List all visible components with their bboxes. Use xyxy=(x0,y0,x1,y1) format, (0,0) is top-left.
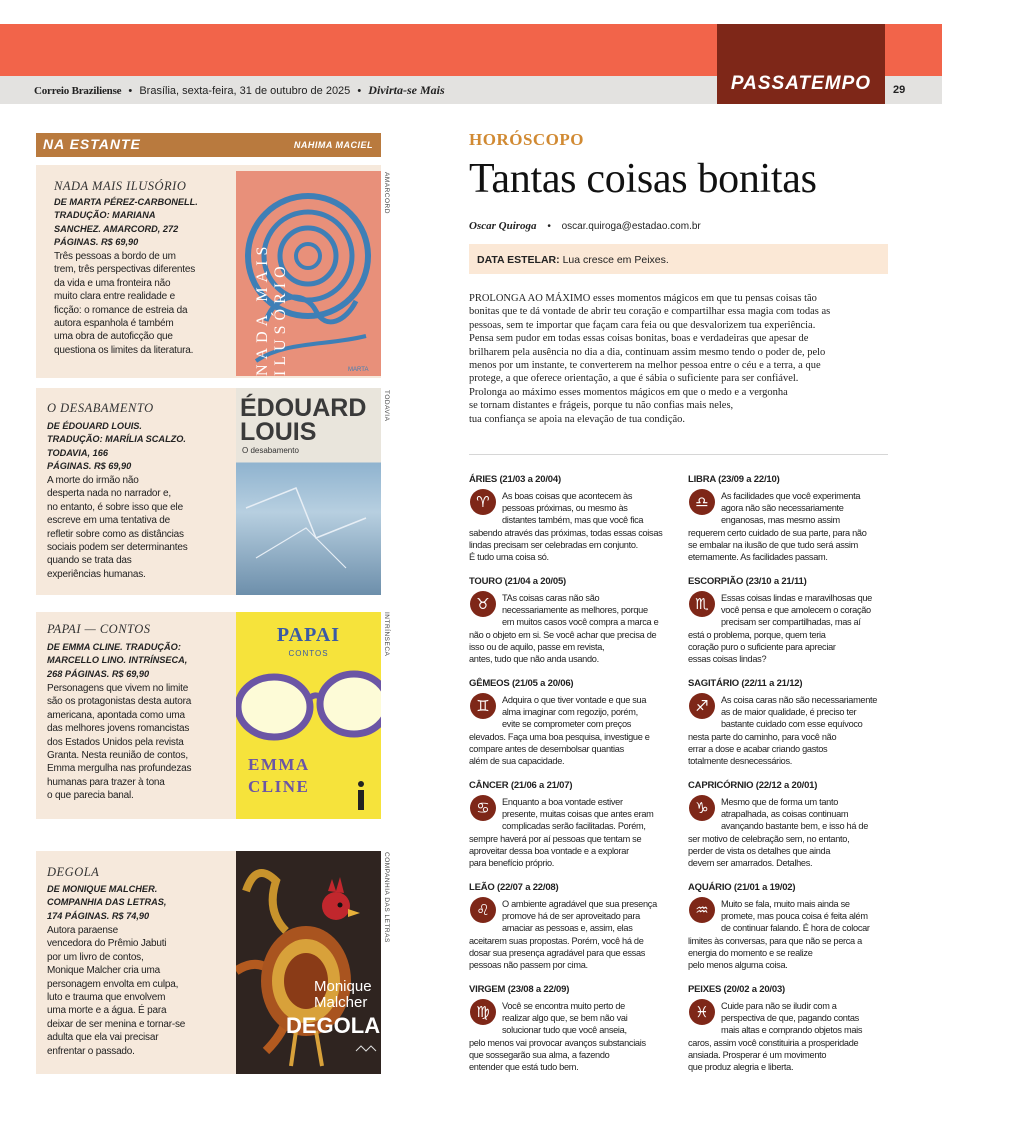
sign-text-line: totalmente desnecessários. xyxy=(688,756,793,767)
sign-text-line: se embalar na ilusão de que tudo será assim xyxy=(688,539,858,550)
sign-text-line: perspectiva de que, pagando contas xyxy=(721,1013,859,1024)
book-meta-line: PÁGINAS. R$ 69,90 xyxy=(47,461,132,472)
book-desc-line: das melhores jovens romancistas xyxy=(47,723,190,735)
sign-text-line: em muitos casos você compra a marca e xyxy=(502,617,659,628)
book-title: NADA MAIS ILUSÓRIO xyxy=(54,179,187,193)
data-estelar-value: Lua cresce em Peixes. xyxy=(562,254,669,266)
sign-text xyxy=(469,898,669,971)
publisher-credit: INTRÍNSECA xyxy=(383,612,390,657)
sign-text-line: não o objeto em si. Se você achar que precisa de xyxy=(469,629,657,640)
supplement-name: Divirta-se Mais xyxy=(368,83,445,97)
sign-title: ÁRIES (21/03 a 20/04) xyxy=(469,474,561,485)
sign-text-line: nesta parte do caminho, para você não xyxy=(688,731,837,742)
sign-text-line: eternamente. As facilidades passam. xyxy=(688,552,828,563)
sign-text-line: Adquira o que tiver vontade e que sua xyxy=(502,695,647,705)
headline: Tantas coisas bonitas xyxy=(469,156,817,202)
book-desc-line: humanas para trazer à tona xyxy=(47,776,165,788)
book-desc-line: experiências humanas. xyxy=(47,568,146,580)
book-title: PAPAI — CONTOS xyxy=(47,622,151,636)
zodiac-glyph: ♒ xyxy=(695,901,709,919)
book-desc-line: Autora paraense xyxy=(47,925,118,936)
rooster-icon xyxy=(236,851,381,1074)
book-desc-line: ficção: o romance de estreia da xyxy=(54,304,188,316)
book-desc-line: enfrentar o passado. xyxy=(47,1045,135,1057)
book-description xyxy=(47,924,232,1058)
sign-title: SAGITÁRIO (22/11 a 21/12) xyxy=(688,678,803,689)
sign-text-line: As coisa caras não são necessariamente xyxy=(721,695,878,705)
zodiac-glyph: ♎ xyxy=(695,493,709,511)
sign-block xyxy=(688,780,888,880)
zodiac-glyph: ♌ xyxy=(476,901,490,919)
book-meta-line: PÁGINAS. R$ 69,90 xyxy=(54,237,139,248)
sign-text-line: ser motivo de celebração sem, no entanto, xyxy=(688,833,850,844)
book-desc-line: o que parecia banal. xyxy=(47,790,134,802)
book-meta-line: TODAVIA, 166 xyxy=(47,447,108,458)
cover-author xyxy=(314,979,372,1011)
sign-text-line: sempre haverá por aí pessoas que tentam se xyxy=(469,833,642,844)
sign-text-line: ansiada. Prosperar é um movimento xyxy=(688,1049,827,1060)
book-cover-image xyxy=(236,851,381,1074)
cover-author-line: CLINE xyxy=(248,777,310,796)
intro-text xyxy=(469,292,894,426)
publisher-credit: COMPANHIA DAS LETRAS xyxy=(383,852,390,943)
intro-line: Prolonga ao máximo esses momentos mágicos em que o medo e a vergonha xyxy=(469,386,788,398)
sign-text-line: você pensa e que amolecem o coração xyxy=(721,605,871,616)
sign-text-line: requerem certo cuidado de sua parte, para não xyxy=(688,527,867,538)
zodiac-glyph: ♉ xyxy=(476,595,490,613)
intro-line: Pensa sem pudor em todas essas coisas bonitas, boas e verdadeiras que apesar de xyxy=(469,333,809,345)
sign-block xyxy=(688,474,888,574)
book-desc-line: sociais podem ser determinantes xyxy=(47,542,188,554)
sign-block xyxy=(688,984,888,1084)
book-description xyxy=(54,250,226,357)
sign-block xyxy=(469,984,669,1084)
sign-title: CAPRICÓRNIO (22/12 a 20/01) xyxy=(688,780,818,791)
sign-text-line: está o problema, porque, quem teria xyxy=(688,629,826,640)
sign-text xyxy=(688,592,888,665)
book-desc-line: Granta. Nesta reunião de contos, xyxy=(47,750,188,762)
sign-text-line: elevados. Faça uma boa pesquisa, investigue e xyxy=(469,731,650,742)
book-desc-line: Três pessoas a bordo de um xyxy=(54,251,176,262)
sign-block xyxy=(688,882,888,982)
sign-title: VIRGEM (23/08 a 22/09) xyxy=(469,984,570,995)
sign-text-line: devem ser amarrados. Detalhes. xyxy=(688,858,813,869)
book-meta xyxy=(54,196,219,250)
sign-text-line: promete, mas pouca coisa é feita além xyxy=(721,911,868,922)
book-desc-line: A morte do irmão não xyxy=(47,475,139,486)
zodiac-glyph: ♏ xyxy=(695,595,709,613)
sign-text xyxy=(688,490,888,563)
sign-title: LIBRA (23/09 a 22/10) xyxy=(688,474,780,485)
sign-text-line: agora não são necessariamente xyxy=(721,503,844,514)
book-desc-line: desperta nada no narrador e, xyxy=(47,488,171,500)
sign-text-line: caros, assim você constituiria a prosperidade xyxy=(688,1037,859,1048)
book-desc-line: muito clara entre realidade e xyxy=(54,291,175,303)
book-desc-line: Monique Malcher cria uma xyxy=(47,965,161,977)
sign-text-line: É tudo uma coisa só. xyxy=(469,552,549,563)
book-meta-line: MARCELLO LINO. INTRÍNSECA, xyxy=(47,655,188,666)
sign-text-line: limites às conversas, para que não se perca a xyxy=(688,935,862,946)
estante-author: NAHIMA MACIEL xyxy=(293,140,373,150)
zodiac-glyph: ♐ xyxy=(695,697,709,715)
sign-text-line: que sossegarão sua alma, a fazendo xyxy=(469,1049,610,1060)
sign-text xyxy=(469,694,669,767)
edition-date: Brasília, sexta-feira, 31 de outubro de 2025 xyxy=(139,85,351,97)
book-desc-line: escreve em uma tentativa de xyxy=(47,515,170,527)
sign-block xyxy=(469,882,669,982)
book-description xyxy=(47,474,227,581)
book-meta-line: TRADUÇÃO: MARÍLIA SCALZO. xyxy=(47,434,186,445)
sign-text-line: solucionar tudo que você anseia, xyxy=(502,1025,627,1036)
sign-block xyxy=(469,474,669,574)
sign-text-line: promove há de ser aproveitado para xyxy=(502,911,640,922)
book-meta-line: DE MONIQUE MALCHER. xyxy=(47,884,158,894)
divider xyxy=(469,454,888,455)
sign-text-line: dosar sua presença agradável para que essas xyxy=(469,947,646,958)
sign-title: PEIXES (20/02 a 20/03) xyxy=(688,984,785,995)
sign-text-line: pessoas não passem por cima. xyxy=(469,960,588,971)
intro-line: PROLONGA AO MÁXIMO esses momentos mágicos em que tu pensas coisas tão xyxy=(469,293,817,304)
sign-text xyxy=(688,898,888,971)
cover-title-text: NADA MAIS ILUSÓRIO xyxy=(254,241,289,376)
sign-text-line: pelo menos alguma coisa. xyxy=(688,960,788,971)
sign-title: CÂNCER (21/06 a 21/07) xyxy=(469,780,573,791)
book-desc-line: Emma mergulha nas profundezas xyxy=(47,763,192,775)
book-desc-line: no entanto, é sobre isso que ele xyxy=(47,501,183,513)
intro-line: se tornam distantes e frágeis, porque tu não confias mais neles, xyxy=(469,400,734,412)
intro-line: tua confiança se apoia na elevação de tua condição. xyxy=(469,413,686,425)
sign-text-line: aproveitar dessa boa vontade e a explorar xyxy=(469,845,629,856)
book-description xyxy=(47,682,232,803)
book-meta-line: COMPANHIA DAS LETRAS, xyxy=(47,897,167,908)
book-desc-line: uma obra de autoficção que xyxy=(54,331,173,343)
intro-line: menos por um instante, te converterem na melhor pessoa entre o céu e a terra, a que xyxy=(469,360,821,372)
sign-text-line: Mesmo que de forma um tanto xyxy=(721,797,839,807)
book-meta-line: DE EMMA CLINE. TRADUÇÃO: xyxy=(47,642,181,652)
sign-text-line: distantes também, mas que você fica xyxy=(502,515,644,526)
book-desc-line: vencedora do Prêmio Jabuti xyxy=(47,938,167,950)
intro-line: pessoas, sem te importar que façam cara feia ou que desvalorizem tua experiência. xyxy=(469,319,816,331)
book-desc-line: americana, apontada como uma xyxy=(47,709,185,721)
separator-dot: • xyxy=(547,221,551,232)
sign-block xyxy=(469,780,669,880)
sign-text-line: as de maior qualidade, é preciso ter xyxy=(721,707,857,718)
book-desc-line: deixar de ser menina e tornar-se xyxy=(47,1018,186,1030)
intro-line: bonitas que te dá vontade de abrir teu coração e compartilhar essa magia com todas as xyxy=(469,306,831,318)
data-estelar xyxy=(477,254,669,266)
sign-text xyxy=(469,1000,669,1073)
sign-text-line: presente, muitas coisas que antes eram xyxy=(502,809,654,820)
sign-text xyxy=(688,1000,888,1073)
separator-dot: • xyxy=(128,85,133,97)
cover-subtitle: CONTOS xyxy=(288,649,329,658)
cover-art xyxy=(236,388,381,595)
cover-author xyxy=(248,754,310,798)
estante-title: NA ESTANTE xyxy=(43,136,141,152)
book-desc-line: personagem envolta em culpa, xyxy=(47,978,179,990)
zodiac-glyph: ♑ xyxy=(695,799,709,817)
data-estelar-label: DATA ESTELAR: xyxy=(477,254,560,266)
sign-text-line: amaciar as pessoas e, assim, elas xyxy=(502,923,633,934)
book-cover-image xyxy=(236,612,381,819)
sign-text-line: O ambiente agradável que sua presença xyxy=(502,899,657,909)
author-name: Oscar Quiroga xyxy=(469,220,537,232)
sign-text-line: isso ou de aquilo, passe em revista, xyxy=(469,641,605,652)
sign-title: AQUÁRIO (21/01 a 19/02) xyxy=(688,882,796,893)
svg-text:MARTA: MARTA xyxy=(348,367,369,373)
sign-title: TOURO (21/04 a 20/05) xyxy=(469,576,567,587)
sign-block xyxy=(688,576,888,676)
cover-title: PAPAI xyxy=(276,624,341,646)
book-meta-line: DE MARTA PÉREZ-CARBONELL. xyxy=(54,197,198,207)
book-desc-line: por um livro de contos, xyxy=(47,951,144,963)
sign-block xyxy=(469,678,669,778)
book-desc-line: dos Estados Unidos pela revista xyxy=(47,736,184,748)
sign-text-line: pelo menos vai provocar avanços substanciais xyxy=(469,1037,646,1048)
zodiac-glyph: ♓ xyxy=(695,1003,709,1021)
publisher-credit: AMARCORD xyxy=(383,172,390,214)
zodiac-glyph: ♈ xyxy=(476,493,490,511)
sign-text-line: lindas precisam ser celebradas em conjunto. xyxy=(469,539,638,550)
book-desc-line: quando se trata das xyxy=(47,555,132,567)
zodiac-glyph: ♍ xyxy=(476,1003,490,1021)
estante-header xyxy=(36,133,381,157)
sign-text-line: mais altas e comprando objetos mais xyxy=(721,1025,863,1036)
book-desc-line: luto e trauma que envolvem xyxy=(47,992,166,1004)
sign-title: LEÃO (22/07 a 22/08) xyxy=(469,882,559,893)
book-desc-line: uma morte e a água. É para xyxy=(47,1005,167,1017)
sign-text-line: Essas coisas lindas e maravilhosas que xyxy=(721,593,872,603)
book-meta xyxy=(47,883,227,923)
book-meta-line: DE ÉDOUARD LOUIS. xyxy=(47,421,142,431)
book-cover-image xyxy=(236,388,381,595)
cover-subtitle: O desabamento xyxy=(242,446,299,455)
byline xyxy=(469,220,701,232)
book-meta-line: SANCHEZ. AMARCORD, 272 xyxy=(54,223,179,234)
cover-title: DEGOLA xyxy=(286,1013,381,1038)
section-label: PASSATEMPO xyxy=(730,73,872,94)
section-kicker: HORÓSCOPO xyxy=(469,130,585,149)
book-meta-line: 268 PÁGINAS. R$ 69,90 xyxy=(47,668,150,679)
sign-text-line: realizar algo que, se bem não vai xyxy=(502,1013,628,1024)
sign-text xyxy=(469,796,669,869)
sign-text xyxy=(688,694,888,767)
sign-text-line: Cuide para não se iludir com a xyxy=(721,1001,837,1011)
sign-text-line: complicadas serão facilitadas. Porém, xyxy=(502,821,646,832)
book-meta-line: 174 PÁGINAS. R$ 74,90 xyxy=(47,910,150,921)
book-desc-line: autora espanhola é também xyxy=(54,318,174,330)
book-desc-line: questiona os limites da literatura. xyxy=(54,344,194,356)
data-estelar-box xyxy=(469,244,888,274)
sign-title: GÊMEOS (21/05 a 20/06) xyxy=(469,678,574,689)
book-cover-image xyxy=(236,171,381,376)
newspaper-brand: Correio Braziliense xyxy=(34,85,122,97)
sign-text-line: entender que está tudo bem. xyxy=(469,1062,579,1073)
author-email[interactable]: oscar.quiroga@estadao.com.br xyxy=(561,221,701,232)
sign-text-line: precisam ser compartilhadas, mas aí xyxy=(721,617,861,628)
sign-title: ESCORPIÃO (23/10 a 21/11) xyxy=(688,576,807,587)
cover-author-line: Malcher xyxy=(314,994,368,1011)
intro-line: brilharem pela ausência no dia a dia, continuam assim mesmo tendo o poder de, pelo xyxy=(469,346,826,358)
sign-block xyxy=(688,678,888,778)
sign-text-line: além de sua capacidade. xyxy=(469,756,565,767)
book-desc-line: Personagens que vivem no limite xyxy=(47,683,189,694)
sign-text-line: Muito se fala, muito mais ainda se xyxy=(721,899,850,909)
sign-text-line: de continuar falando. É hora de colocar xyxy=(721,923,870,934)
sign-text-line: compare antes de desembolsar quantias xyxy=(469,743,624,754)
sign-text-line: energia do momento e se realize xyxy=(688,947,813,958)
sign-text-line: necessariamente as melhores, porque xyxy=(502,605,648,616)
book-desc-line: da vida e uma fronteira não xyxy=(54,277,171,289)
book-desc-line: são os protagonistas desta autora xyxy=(47,696,192,708)
sign-text-line: perder de vista os detalhes que ainda xyxy=(688,845,831,856)
sign-text-line: essas coisas lindas? xyxy=(688,654,767,665)
book-meta-line: TRADUÇÃO: MARIANA xyxy=(54,210,156,221)
sign-text-line: para benefício próprio. xyxy=(469,858,555,869)
book-desc-line: adulta que ela vai precisar xyxy=(47,1032,159,1044)
sign-text xyxy=(688,796,888,869)
sign-text-line: Enquanto a boa vontade estiver xyxy=(502,797,623,807)
separator-dot: • xyxy=(357,85,362,97)
sign-text-line: Você se encontra muito perto de xyxy=(502,1001,625,1011)
sign-text-line: sabendo através das próximas, todas essas coisas xyxy=(469,527,663,538)
header-info xyxy=(34,83,445,98)
cover-author-line: LOUIS xyxy=(240,418,317,446)
intro-line: protege, a que oferece orientação, a que é sábia o suficiente para ser confiável. xyxy=(469,373,799,385)
page-number: 29 xyxy=(893,84,906,96)
sign-text-line: TAs coisas caras não são xyxy=(502,593,600,603)
book-meta xyxy=(47,641,227,681)
cover-author-line: ÉDOUARD xyxy=(240,394,367,422)
sign-text-line: enganosas, mas mesmo assim xyxy=(721,515,840,526)
sign-text-line: que produz alegria e liberta. xyxy=(688,1062,794,1073)
cover-author-line: Monique xyxy=(314,978,372,995)
publisher-credit: TODAVIA xyxy=(383,390,390,422)
sign-text-line: As boas coisas que acontecem às xyxy=(502,491,633,501)
sign-text-line: As facilidades que você experimenta xyxy=(721,491,861,501)
sign-text xyxy=(469,490,669,563)
sign-text-line: errar a dose e acabar criando gastos xyxy=(688,743,828,754)
book-title: DEGOLA xyxy=(47,865,100,879)
book-title: O DESABAMENTO xyxy=(47,401,154,415)
book-desc-line: refletir sobre como as distâncias xyxy=(47,528,184,540)
sign-text-line: antes, tudo que não anda usando. xyxy=(469,654,599,665)
sign-text-line: bastante cuidado com esse equívoco xyxy=(721,719,863,730)
zodiac-glyph: ♊ xyxy=(476,697,490,715)
sign-text-line: evite se comprometer com preços xyxy=(502,719,632,730)
sign-text-line: alma imaginar com regozijo, porém, xyxy=(502,707,638,718)
book-meta xyxy=(47,420,217,474)
sign-block xyxy=(469,576,669,676)
zodiac-glyph: ♋ xyxy=(476,799,490,817)
book-desc-line: trem, três perspectivas diferentes xyxy=(54,264,196,276)
sign-text-line: atrapalhada, as coisas continuam xyxy=(721,809,849,820)
cover-author-line: EMMA xyxy=(248,755,310,774)
sign-text-line: pessoas próximas, ou mesmo às xyxy=(502,503,628,514)
sign-text-line: coração puro o suficiente para apreciar xyxy=(688,641,836,652)
sign-text-line: avançando bastante bem, e isso há de xyxy=(721,821,869,832)
sign-text xyxy=(469,592,669,665)
sign-text-line: aceitarem suas propostas. Porém, você há de xyxy=(469,935,644,946)
